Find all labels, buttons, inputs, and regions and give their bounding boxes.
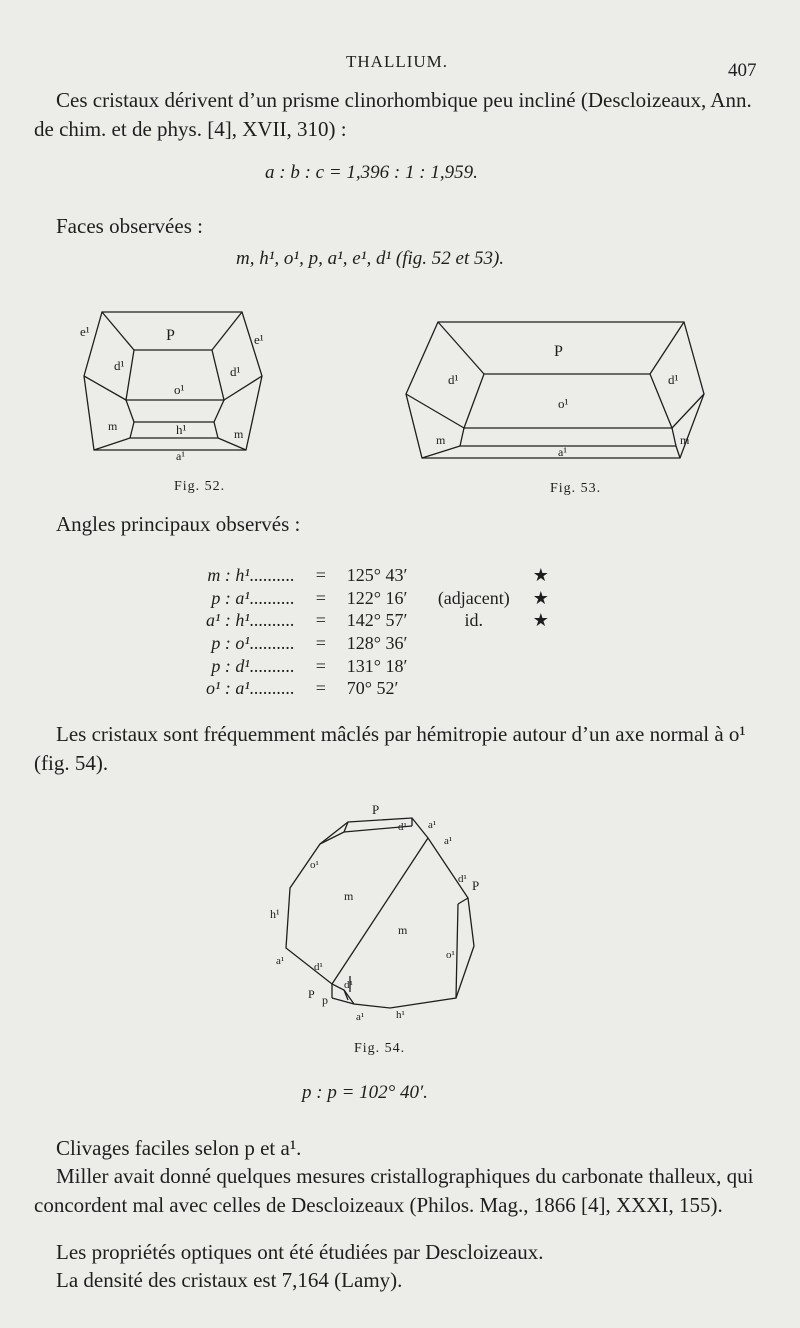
figure-52: [74, 298, 284, 498]
fig53-label-o: o¹: [558, 396, 569, 411]
equals-sign: =: [315, 587, 326, 608]
angle-value: 131° 18′: [346, 655, 408, 676]
fig54-label-p-bottom2: p: [322, 993, 328, 1007]
twin-angle: p : p = 102° 40′.: [302, 1082, 428, 1103]
angle-value: 128° 36′: [346, 633, 408, 654]
fig54-label-h-left: h¹: [270, 907, 280, 921]
angle-pair: o¹ : a¹..........: [206, 678, 295, 699]
star-mark: ★: [532, 587, 549, 608]
angle-value: 142° 57′: [346, 610, 408, 631]
fig53-caption: Fig. 53.: [550, 481, 602, 496]
angle-note: [423, 677, 525, 700]
star-mark: [525, 654, 557, 677]
running-title: THALLIUM.: [346, 52, 449, 71]
faces-heading: Faces observées :: [56, 214, 203, 238]
angle-value: 125° 43′: [346, 565, 408, 586]
angle-row: [200, 609, 557, 632]
star-mark: [525, 677, 557, 700]
angles-table: [200, 564, 557, 700]
fig54-label-a-top: a¹: [428, 819, 437, 831]
fig52-label-m-right: m: [234, 427, 244, 441]
angle-pair: p : o¹..........: [211, 633, 295, 654]
fig53-label-d-left: d¹: [448, 372, 459, 387]
fig54-label-m-right: m: [398, 923, 408, 937]
angle-pair: p : a¹..........: [211, 587, 295, 608]
angle-pair: p : d¹..........: [211, 655, 295, 676]
fig53-label-a: a¹: [558, 445, 567, 459]
equals-sign: =: [315, 565, 326, 586]
fig54-label-p-bottom: P: [308, 987, 315, 1001]
paragraph-crystal-origin: Ces cristaux dérivent d’un prisme clinorhombique peu incliné (Descloizeaux, Ann. de chim. et de phys. [4], XVII, 310) :: [34, 88, 752, 141]
fig52-caption: Fig. 52.: [174, 479, 226, 494]
optics-line: Les propriétés optiques ont été étudiées par Descloizeaux.: [56, 1240, 544, 1264]
angle-pair: a¹ : h¹..........: [206, 610, 295, 631]
angle-note: [423, 654, 525, 677]
fig52-label-e-left: e¹: [80, 324, 90, 339]
fig54-label-a-bottom: a¹: [356, 1011, 365, 1023]
page-number: 407: [728, 60, 757, 81]
fig54-label-m-left: m: [344, 889, 354, 903]
paragraph-miller: Miller avait donné quelques mesures cristallographiques du carbonate thalleux, qui concordent mal avec celles de Descloizeaux (Philos. Mag., 1866 [4], XXXI, 155).: [34, 1164, 754, 1217]
fig54-label-d-right: d¹: [458, 873, 467, 885]
faces-list: m, h¹, o¹, p, a¹, e¹, d¹ (fig. 52 et 53).: [236, 248, 505, 269]
fig53-label-d-right: d¹: [668, 372, 679, 387]
fig54-label-d-top: d¹: [398, 821, 407, 833]
fig52-label-d-left: d¹: [114, 358, 125, 373]
paragraph-twins: Les cristaux sont fréquemment mâclés par hémitropie autour d’un axe normal à o¹ (fig. 54).: [34, 722, 746, 775]
fig52-label-d-right: d¹: [230, 364, 241, 379]
fig52-label-a: a¹: [176, 449, 185, 463]
star-mark: ★: [532, 565, 549, 586]
fig54-label-p-right: P: [472, 878, 480, 893]
star-mark: [525, 632, 557, 655]
fig54-label-o-right: o¹: [446, 949, 455, 961]
figure-54: [262, 802, 502, 1060]
fig52-label-o: o¹: [174, 382, 185, 397]
fig52-label-m-left: m: [108, 419, 118, 433]
fig53-label-m-left: m: [436, 433, 446, 447]
angle-row: [200, 632, 557, 655]
fig54-label-p-top: P: [372, 802, 380, 817]
angle-note: [423, 564, 525, 587]
angle-value: 70° 52′: [346, 678, 399, 699]
fig54-label-d-bottom: d¹: [314, 961, 323, 973]
cleavage-line: Clivages faciles selon p et a¹.: [56, 1136, 302, 1160]
fig52-label-e-right: e¹: [254, 332, 264, 347]
equals-sign: =: [315, 678, 326, 699]
angle-row: [200, 564, 557, 587]
axial-ratio: a : b : c = 1,396 : 1 : 1,959.: [265, 162, 478, 183]
angle-note: [423, 632, 525, 655]
fig54-label-o-left: o¹: [310, 859, 319, 871]
star-mark: ★: [532, 610, 549, 631]
fig54-caption: Fig. 54.: [354, 1041, 406, 1056]
angle-row: [200, 677, 557, 700]
fig54-label-d-bottom2: d¹: [344, 979, 353, 991]
angle-value: 122° 16′: [346, 587, 408, 608]
angle-note: (adjacent): [437, 587, 510, 608]
density-line: La densité des cristaux est 7,164 (Lamy).: [56, 1268, 403, 1292]
angle-note: id.: [464, 610, 484, 631]
fig54-label-a-right-top: a¹: [444, 835, 453, 847]
angles-heading: Angles principaux observés :: [56, 512, 301, 536]
fig54-label-h-bottom: h¹: [396, 1009, 405, 1021]
fig54-label-a-left: a¹: [276, 955, 285, 967]
fig52-label-h: h¹: [176, 422, 187, 437]
fig53-label-m-right: m: [680, 433, 690, 447]
figure-53: [404, 310, 714, 498]
angle-row: [200, 654, 557, 677]
equals-sign: =: [315, 633, 326, 654]
angle-pair: m : h¹..........: [207, 565, 295, 586]
equals-sign: =: [315, 610, 326, 631]
equals-sign: =: [315, 655, 326, 676]
angle-row: [200, 587, 557, 610]
fig52-label-p: P: [166, 327, 175, 344]
fig53-label-p: P: [554, 343, 563, 360]
